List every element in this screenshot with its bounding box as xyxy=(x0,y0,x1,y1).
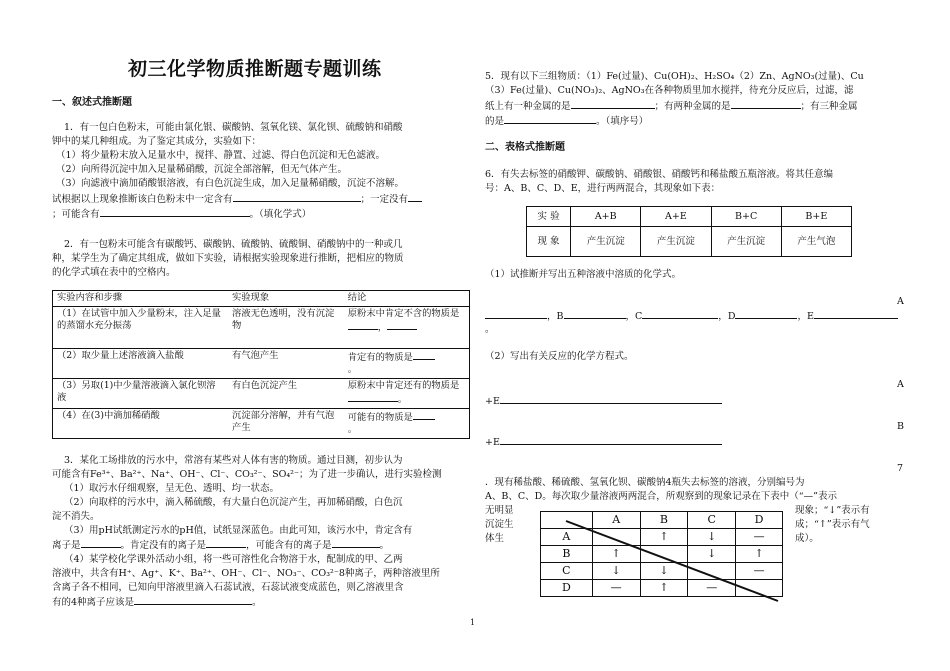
answer-blank-a[interactable] xyxy=(485,309,547,319)
q3-line7-text2: 。肯定没有的离子是 xyxy=(120,540,207,551)
letter-label: C xyxy=(635,311,643,322)
q7-side-right-1: 现象；“↓”表示有 xyxy=(795,505,870,516)
page-number: 1 xyxy=(470,618,476,627)
table-cell: 有白色沉淀产生 xyxy=(228,378,344,408)
q3-blank-absent[interactable] xyxy=(206,538,246,548)
answer-period: 。 xyxy=(485,324,495,335)
q3-line7-text: 离子是 xyxy=(52,540,81,551)
table-header-cell: A+B xyxy=(571,207,641,227)
page-title: 初三化学物质推断题专题训练 xyxy=(128,58,382,80)
blank[interactable] xyxy=(348,392,398,402)
table-header-cell: B+E xyxy=(781,207,851,227)
table-row xyxy=(53,306,470,348)
blank[interactable] xyxy=(348,320,378,330)
q5-blank-one-metal[interactable] xyxy=(571,99,655,109)
q3-line6: （3）用pH试纸测定污水的pH值，试纸显深蓝色。由此可知，该污水中，肯定含有 xyxy=(64,525,413,536)
table-cell: ↓ xyxy=(592,563,640,580)
table-header-row xyxy=(53,291,470,307)
q1-line5: （3）向滤液中滴加硝酸银溶液，有白色沉淀生成，加入足量稀硝酸，沉淀不溶解。 xyxy=(56,178,405,189)
q5-line4-text: 的是 xyxy=(485,116,505,127)
section-heading-1: 一、叙述式推断题 xyxy=(52,97,132,108)
q5-line4 xyxy=(485,114,648,128)
table-row xyxy=(53,348,470,378)
table-cell: 溶液无色透明，没有沉淀物 xyxy=(228,306,344,348)
q5-line3-text3: ；有三种金属 xyxy=(800,101,858,112)
table-header-cell: A+E xyxy=(641,207,711,227)
table-cell: — xyxy=(592,580,640,597)
q5-line3 xyxy=(485,99,858,113)
equation-blank-2[interactable] xyxy=(500,435,722,445)
blank[interactable] xyxy=(387,320,417,330)
q7-side-right-3: 成）。 xyxy=(795,533,819,544)
q3-line5: 淀不消失。 xyxy=(52,511,100,522)
answer-blank-e[interactable] xyxy=(814,309,898,319)
q5-line3-text2: ；有两种金属的是 xyxy=(654,101,731,112)
table-cell: 肯定有的物质是 。 xyxy=(344,348,470,378)
q1-line2: 钾中的某几种组成。为了鉴定其成分，实验如下： xyxy=(52,136,262,147)
table-cell: ↑ xyxy=(736,546,783,563)
table-cell-text: 肯定有的物质是 xyxy=(347,351,413,363)
table-cell: 产生气泡 xyxy=(781,227,851,257)
side-mark-7: 7 xyxy=(897,463,904,474)
q6-subq2: （2）写出有关反应的化学方程式。 xyxy=(485,351,634,362)
mixing-table xyxy=(526,206,852,257)
q2-line1: 2．有一包粉末可能含有碳酸钙、碳酸钠、硫酸钠、硫酸铜、硝酸钠中的一种或几 xyxy=(64,239,403,250)
table-header-cell: B xyxy=(640,512,688,529)
table-cell: 原粉末中肯定不含的物质是， xyxy=(344,306,470,348)
q1-line6 xyxy=(52,192,422,206)
equation-line-2 xyxy=(485,435,722,449)
q3-line7-text3: ，可能含有的离子是 xyxy=(246,540,332,551)
q1-line6-text: 试根据以上现象推断该白色粉末中一定含有 xyxy=(52,194,233,205)
q3-line7: 离子是 。肯定没有的离子是 ，可能含有的离子是 。 xyxy=(52,540,390,551)
table-header-cell: 实验内容和步骤 xyxy=(53,291,229,307)
answer-blank-c[interactable] xyxy=(642,309,718,319)
q1-blank-absent[interactable] xyxy=(408,192,422,202)
table-header-cell: C xyxy=(688,512,736,529)
table-cell: 产生沉淀 xyxy=(711,227,781,257)
equation-prefix: +E xyxy=(485,396,500,407)
q7-side-right-2: 成；“↑”表示有气 xyxy=(795,519,870,530)
side-mark-a2: A xyxy=(897,379,904,390)
table-cell: 产生沉淀 xyxy=(641,227,711,257)
q6-line2: 号：A、B、C、D、E，进行两两混合，其现象如下表： xyxy=(485,183,721,194)
table-cell: — xyxy=(688,580,736,597)
q3-line9: 溶液中，共含有H⁺、Ag⁺、K⁺、Ba²⁺、OH⁻、Cl⁻、NO₃⁻、CO₃²⁻8种离子，两种溶液里所 xyxy=(52,568,440,579)
q3-line11: 有的4种离子应该是 。 xyxy=(52,597,262,608)
table-cell-text: 原粉末中肯定不含的物质是 xyxy=(347,307,460,319)
q3-line3: （1）取污水仔细观察，呈无色、透明、均一状态。 xyxy=(64,483,280,494)
q2-line2: 种，某学生为了确定其组成，做如下实验，请根据实验现象进行推断，把相应的物质 xyxy=(52,253,404,264)
q6-answer-line: ，B ，C ，D ，E xyxy=(485,309,898,323)
q7-side-left-1: 无明显 xyxy=(485,505,514,516)
q1-line7 xyxy=(52,207,311,221)
section-heading-2: 二、表格式推断题 xyxy=(485,142,565,153)
q7-line1: ．现有稀盐酸、稀硫酸、氢氧化钡、碳酸钠4瓶失去标签的溶液，分别编号为 xyxy=(485,477,805,488)
q3-line10: 含离子各不相同，已知向甲溶液里滴入石蕊试液，石蕊试液变成蓝色，则乙溶液里含 xyxy=(52,582,404,593)
q3-blank-possible[interactable] xyxy=(332,538,380,548)
table-cell-text: 原粉末中肯定还有的物质是 xyxy=(347,379,460,391)
diagonal-line xyxy=(540,511,800,611)
table-row-label: A xyxy=(541,529,593,546)
table-cell: （3）另取(1)中少量溶液滴入氯化钡溶液 xyxy=(53,378,229,408)
q1-blank-definite[interactable] xyxy=(233,192,361,202)
table-header-cell: 实 验 xyxy=(527,207,571,227)
table-cell: ↑ xyxy=(640,580,688,597)
q1-line6-text2: ；一定没有 xyxy=(360,194,409,205)
q1-line7-text2: 。（填化学式） xyxy=(249,209,312,220)
table-cell: — xyxy=(736,529,783,546)
side-mark-b: B xyxy=(897,421,904,432)
q3-blank-definite[interactable] xyxy=(81,538,121,548)
q3-line11-text: 有的4种离子应该是 xyxy=(52,597,135,608)
table-row xyxy=(527,227,852,257)
side-mark-a: A xyxy=(897,296,904,307)
equation-line-1 xyxy=(485,394,722,408)
table-cell: 产生沉淀 xyxy=(571,227,641,257)
q5-line2: （3）Fe(过量)、Cu(NO₃)₂、AgNO₃在各种物质里加水搅拌，待充分反应后，过滤，滤 xyxy=(485,85,854,96)
q5-blank-two-metals[interactable] xyxy=(731,99,801,109)
table-cell: ↑ xyxy=(640,529,688,546)
q1-line1: 1．有一包白色粉末，可能由氯化银、碳酸钠、氢氧化镁、氯化钡、硫酸钠和硝酸 xyxy=(64,122,403,133)
table-header-cell: A xyxy=(592,512,640,529)
q2-line3: 的化学式填在表中的空格内。 xyxy=(52,267,176,278)
letter-label: E xyxy=(806,311,814,322)
equation-blank-1[interactable] xyxy=(500,394,722,404)
q5-blank-three-metals[interactable] xyxy=(504,114,596,124)
table-cell: ↑ xyxy=(592,546,640,563)
table-header-cell: 实验现象 xyxy=(228,291,344,307)
q3-blank-ions[interactable] xyxy=(134,595,252,605)
letter-label: D xyxy=(727,311,736,322)
table-row-label: D xyxy=(541,580,593,597)
table-cell: （2）取少量上述溶液滴入盐酸 xyxy=(53,348,229,378)
q7-side-left-2: 沉淀生 xyxy=(485,519,514,530)
q1-line3: （1）将少量粉末放入足量水中，搅拌、静置、过滤、得白色沉淀和无色滤液。 xyxy=(56,150,386,161)
table-row xyxy=(53,408,470,438)
table-row xyxy=(53,378,470,408)
table-cell: — xyxy=(736,563,783,580)
table-header-cell: B+C xyxy=(711,207,781,227)
table-cell: （4）在(3)中滴加稀硝酸 xyxy=(53,408,229,438)
blank[interactable] xyxy=(413,350,435,360)
answer-blank-d[interactable] xyxy=(735,309,797,319)
q1-blank-possible[interactable] xyxy=(100,207,250,217)
blank[interactable] xyxy=(413,410,435,420)
experiment-table xyxy=(52,290,470,439)
q7-side-left-3: 体生 xyxy=(485,533,505,544)
q3-line8: （4）某学校化学课外活动小组，将一些可溶性化合物溶于水，配制成的甲、乙两 xyxy=(64,554,403,565)
table-cell: （1）在试管中加入少量粉末，注入足量的蒸馏水充分振荡 xyxy=(53,306,229,348)
table-cell: 有气泡产生 xyxy=(228,348,344,378)
q3-line2: 可能含有Fe³⁺、Ba²⁺、Na⁺、OH⁻、Cl⁻、CO₃²⁻、SO₄²⁻；为了进一步确认，进行实验检测 xyxy=(52,469,442,480)
table-cell: ↓ xyxy=(640,563,688,580)
table-row-label: 现 象 xyxy=(527,227,571,257)
q3-line1: 3．某化工场排放的污水中，常溶有某些对人体有害的物质。通过目测，初步认为 xyxy=(64,455,403,466)
table-cell: ↓ xyxy=(688,529,736,546)
table-row-label: C xyxy=(541,563,593,580)
table-cell: 原粉末中肯定还有的物质是。 xyxy=(344,378,470,408)
equation-prefix: +E xyxy=(485,437,500,448)
q5-line1: 5．现有以下三组物质：（1）Fe(过量)、Cu(OH)₂、H₂SO₄（2）Zn、AgNO₃(过量)、Cu xyxy=(485,71,864,82)
table-cell: 可能有的物质是 。 xyxy=(344,408,470,438)
q5-line3-text: 纸上有一种金属的是 xyxy=(485,101,571,112)
letter-label: B xyxy=(556,311,564,322)
q1-line7-text: ；可能含有 xyxy=(52,209,100,220)
q5-line4-text2: 。（填序号） xyxy=(596,116,649,127)
q3-line4: （2）向取样的污水中，滴入稀硫酸，有大量白色沉淀产生，再加稀硝酸，白色沉 xyxy=(64,497,403,508)
table-header-row xyxy=(527,207,852,227)
table-header-cell: 结论 xyxy=(344,291,470,307)
table-cell: ↓ xyxy=(688,546,736,563)
q6-line1: 6．有失去标签的硝酸钾、碳酸钠、硝酸银、硝酸钙和稀盐酸五瓶溶液。将其任意编 xyxy=(485,169,834,180)
q6-subq1: （1）试推断并写出五种溶液中溶质的化学式。 xyxy=(485,269,682,280)
answer-blank-b[interactable] xyxy=(564,309,626,319)
table-row-label: B xyxy=(541,546,593,563)
q7-line2: A、B、C、D。每次取少量溶液两两混合，所观察到的现象记录在下表中（“—”表示 xyxy=(485,491,837,502)
table-cell-text: 可能有的物质是 xyxy=(347,411,413,423)
table-cell: 沉淀部分溶解，并有气泡产生 xyxy=(228,408,344,438)
table-header-cell: D xyxy=(736,512,783,529)
q1-line4: （2）向所得沉淀中加入足量稀硝酸，沉淀全部溶解，但无气体产生。 xyxy=(56,164,348,175)
